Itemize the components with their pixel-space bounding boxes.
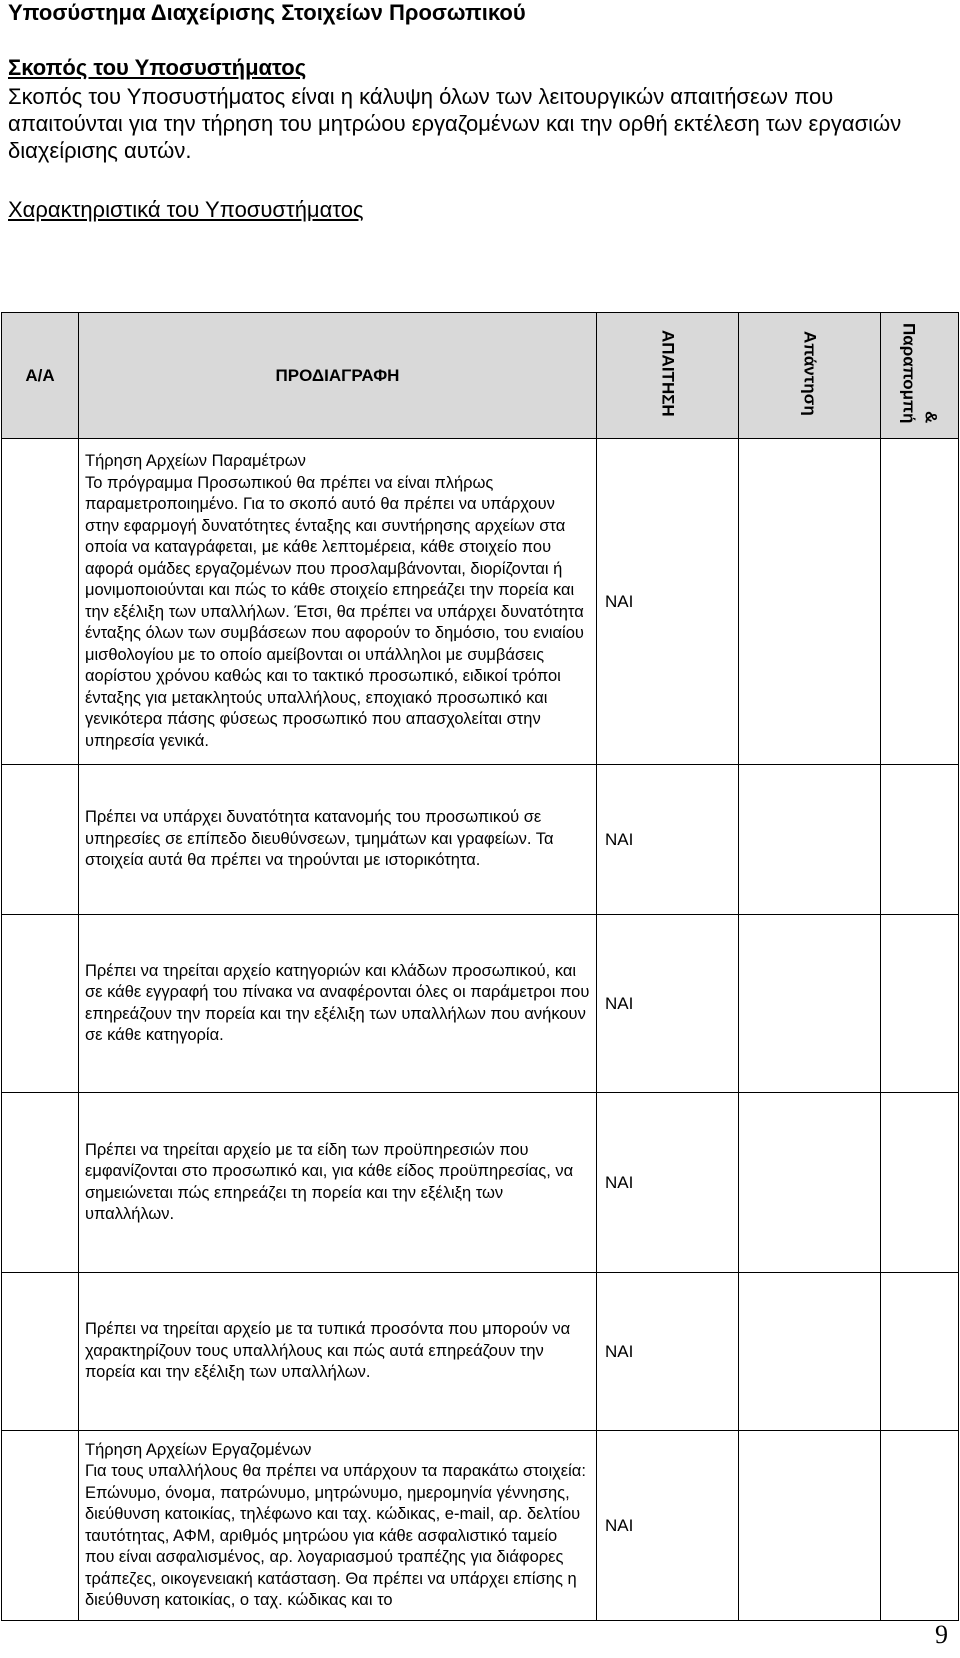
document-title: Υποσύστημα Διαχείρισης Στοιχείων Προσωπικού: [8, 0, 526, 25]
table-row: [2, 439, 959, 765]
row-text: Πρέπει να υπάρχει δυνατότητα κατανομής του προσωπικού σε υπηρεσίες σε επίπεδο διευθύνσεων, τμημάτων και γραφείων. Τα στοιχεία αυτά θα πρέπει να τηρούνται με ιστορικότητα.: [85, 808, 554, 870]
row-answer: [739, 1093, 881, 1273]
row-title: Τήρηση Αρχείων Παραμέτρων: [85, 452, 306, 470]
page-number: 9: [935, 1620, 948, 1649]
row-reference: [881, 1093, 959, 1273]
row-text: Πρέπει να τηρείται αρχείο με τα τυπικά προσόντα που μπορούν να χαρακτηρίζουν τους υπαλλήλους και πώς αυτά επηρεάζουν την πορεία και την εξέλιξη των υπαλλήλων.: [85, 1320, 571, 1382]
table-header-row: [2, 313, 959, 439]
purpose-heading: Σκοπός του Υποσυστήματος: [8, 55, 307, 80]
row-description: [79, 1093, 597, 1273]
header-reference-line1: Παραπομπή: [899, 322, 919, 424]
row-description: [79, 1273, 597, 1431]
header-requirement-label: ΑΠΑΙΤΗΣΗ: [658, 329, 678, 417]
row-requirement: ΝΑΙ: [597, 915, 739, 1093]
requirements-table: [1, 312, 959, 1621]
row-requirement: ΝΑΙ: [597, 439, 739, 765]
row-aa: [2, 765, 79, 915]
row-aa: [2, 1273, 79, 1431]
features-heading: Χαρακτηριστικά του Υποσυστήματος: [8, 197, 364, 222]
header-description: ΠΡΟΔΙΑΓΡΑΦΗ: [79, 313, 597, 439]
row-answer: [739, 1273, 881, 1431]
row-answer: [739, 915, 881, 1093]
header-answer-label: Απάντηση: [800, 330, 820, 416]
row-aa: [2, 439, 79, 765]
row-reference: [881, 915, 959, 1093]
header-reference-amp: &: [921, 410, 941, 424]
row-answer: [739, 1431, 881, 1621]
row-text: Το πρόγραμμα Προσωπικού θα πρέπει να είναι πλήρως παραμετροποιημένο. Για το σκοπό αυτό θα πρέπει να υπάρχουν στην εφαρμογή δυνατότητες ένταξης και συντήρησης αρχείων στα οποία να καταγράφεται, με κάθε λεπτομέρεια, κάθε στοιχείο που αφορά ομάδες εργαζομένων που προσλαμβάνονται, διορίζονται ή μονιμοποιούνται και πώς το κάθε στοιχείο επηρεάζει την πορεία και την εξέλιξη των υπαλλήλων. Έτσι, θα πρέπει να υπάρχει δυνατότητα ένταξης όλων των συμβάσεων που αφορούν το δημόσιο, του ενιαίου μισθολογίου με το οποίο αμείβονται οι υπάλληλοι με συμβάσεις αορίστου χρόνου καθώς και το τακτικό προσωπικό, ειδικοί τρόποι ένταξης για μετακλητούς υπαλλήλους, εποχιακό προσωπικό και γενικότερα πάσης φύσεως προσωπικό που απασχολείται στην υπηρεσία γενικά.: [85, 473, 584, 750]
header-answer: [739, 313, 881, 439]
header-requirement: [597, 313, 739, 439]
row-text: Για τους υπαλλήλους θα πρέπει να υπάρχουν τα παρακάτω στοιχεία: Επώνυμο, όνομα, πατρώνυμο, μητρώνυμο, ημερομηνία γέννησης, διεύθυνση κατοικίας, τηλέφωνο και ταχ. κώδικας, e-mail, αρ. δελτίου ταυτότητας, ΑΦΜ, αριθμός μητρώου για κάθε ασφαλιστικό ταμείο που είναι ασφαλισμένος, αρ. λογαριασμού τραπέζης για διάφορες τράπεζες, οικογενειακή κατάσταση. Θα πρέπει να υπάρχει επίσης η διεύθυνση κατοικίας, ο ταχ. κώδικας και το: [85, 1462, 586, 1609]
header-reference: [881, 313, 959, 439]
table-row: [2, 915, 959, 1093]
purpose-text: Σκοπός του Υποσυστήματος είναι η κάλυψη όλων των λειτουργικών απαιτήσεων που απαιτούνται για την τήρηση του μητρώου εργαζομένων και την ορθή εκτέλεση των εργασιών διαχείρισης αυτών.: [8, 84, 902, 163]
row-requirement: ΝΑΙ: [597, 1093, 739, 1273]
table-row: [2, 1093, 959, 1273]
row-answer: [739, 439, 881, 765]
table-row: [2, 765, 959, 915]
row-title: Τήρηση Αρχείων Εργαζομένων: [85, 1440, 312, 1459]
row-description: [79, 439, 597, 765]
row-answer: [739, 765, 881, 915]
header-aa: Α/Α: [2, 313, 79, 439]
row-reference: [881, 765, 959, 915]
row-description: [79, 915, 597, 1093]
row-description: [79, 1431, 597, 1621]
row-reference: [881, 1273, 959, 1431]
row-text: Πρέπει να τηρείται αρχείο με τα είδη των προϋπηρεσιών που εμφανίζονται στο προσωπικό και, για κάθε είδος προϋπηρεσίας, να σημειώνεται πώς επηρεάζει τη πορεία και την εξέλιξη των υπαλλήλων.: [85, 1140, 574, 1223]
row-requirement: ΝΑΙ: [597, 1431, 739, 1621]
row-reference: [881, 1431, 959, 1621]
header-reference-label: [898, 323, 920, 423]
table-row: [2, 1431, 959, 1621]
table-row: [2, 1273, 959, 1431]
row-requirement: ΝΑΙ: [597, 765, 739, 915]
row-text: Πρέπει να τηρείται αρχείο κατηγοριών και κλάδων προσωπικού, και σε κάθε εγγραφή του πίνακα να αναφέρονται όλες οι παράμετροι που επηρεάζουν την πορεία και την εξέλιξη των υπαλλήλων που ανήκουν σε κάθε κατηγορία.: [85, 961, 590, 1044]
row-requirement: ΝΑΙ: [597, 1273, 739, 1431]
row-reference: [881, 439, 959, 765]
row-aa: [2, 1431, 79, 1621]
row-description: [79, 765, 597, 915]
row-aa: [2, 1093, 79, 1273]
row-aa: [2, 915, 79, 1093]
